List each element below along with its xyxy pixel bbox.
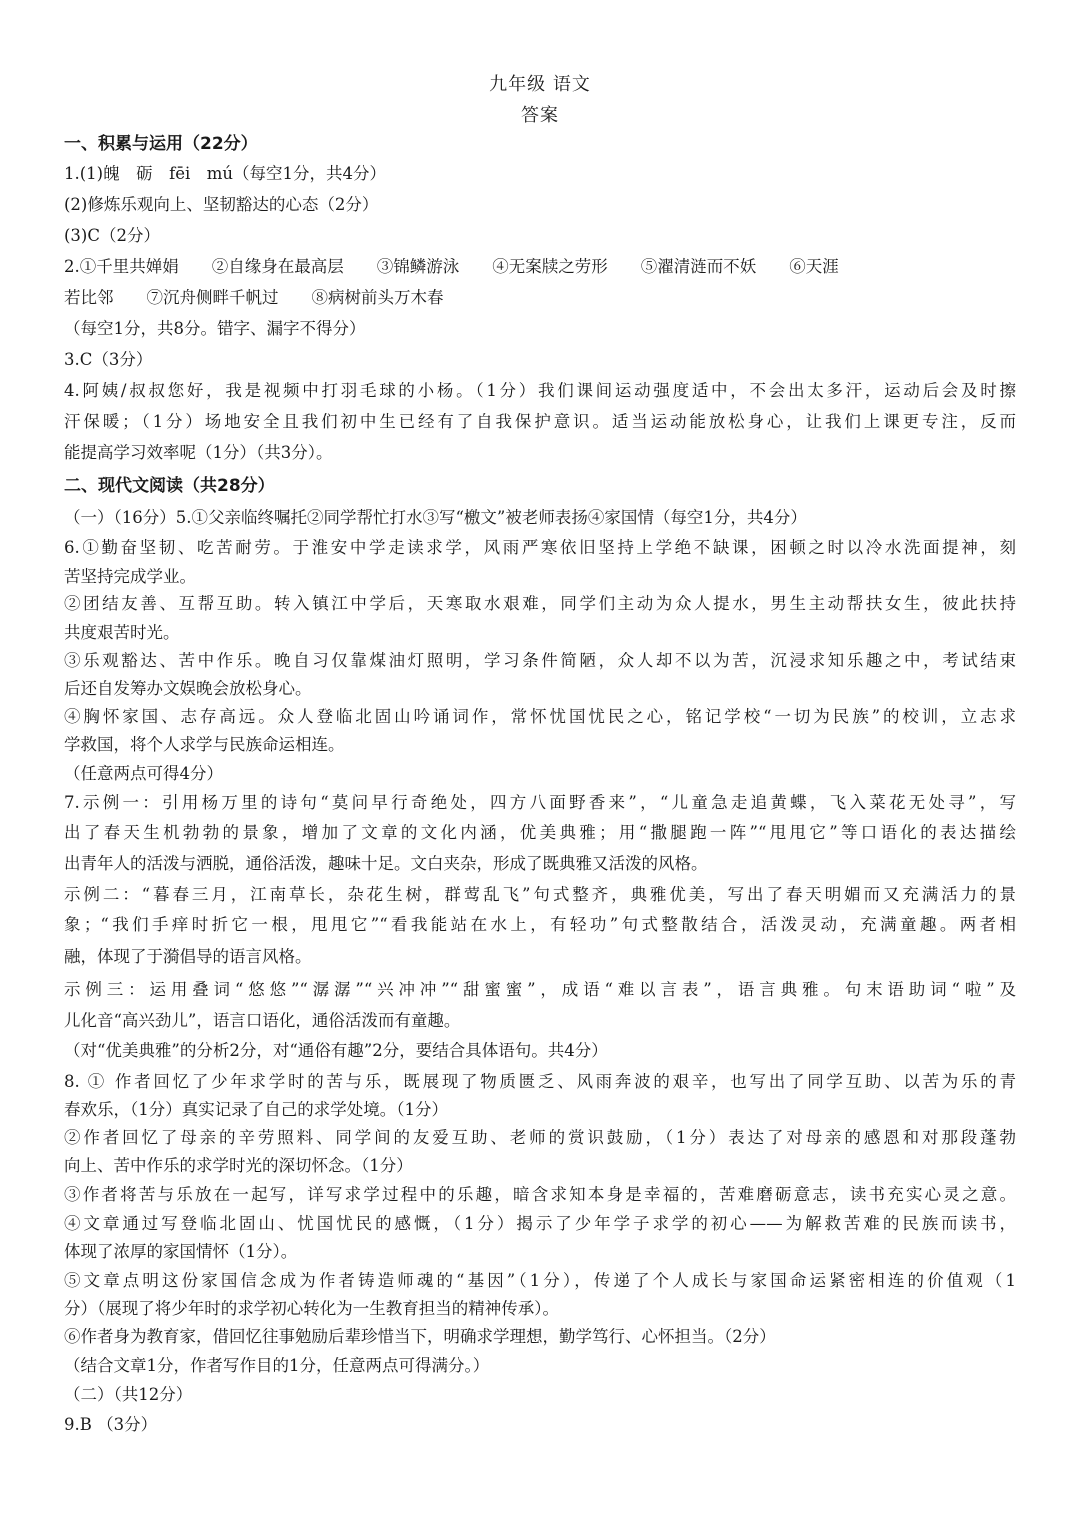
answer-line: 4.阿姨/叔叔您好，我是视频中打羽毛球的小杨。（1分）我们课间运动强度适中，不会出太多汗，运动后会及时擦 <box>64 381 1016 400</box>
answer-line: 出了春天生机勃勃的景象，增加了文章的文化内涵，优美典雅；用“撒腿跑一阵”“甩甩它”等口语化的表达描绘 <box>64 823 1016 842</box>
answer-line: 2.①千里共婵娟 ②自缘身在最高层 ③锦鳞游泳 ④无案牍之劳形 ⑤濯清涟而不妖 ⑥天涯 <box>64 257 839 276</box>
answer-line: 能提高学习效率呢（1分）（共3分）。 <box>64 443 333 462</box>
answer-line: 3.C（3分） <box>64 350 153 369</box>
answer-line: ④文章通过写登临北固山、忧国忧民的感慨，（1分）揭示了少年学子求学的初心——为解救苦难的民族而读书， <box>64 1214 1016 1233</box>
answer-line: 向上、苦中作乐的求学时光的深切怀念。（1分） <box>64 1156 413 1175</box>
answer-line: （每空1分，共8分。错字、漏字不得分） <box>64 319 366 338</box>
answer-line: (2)修炼乐观向上、坚韧豁达的心态（2分） <box>64 195 379 214</box>
answer-line: 体现了浓厚的家国情怀（1分）。 <box>64 1242 298 1261</box>
answer-line: ④胸怀家国、志存高远。众人登临北固山吟诵词作，常怀忧国忧民之心，铭记学校“一切为民族”的校训，立志求 <box>64 707 1016 726</box>
answer-line: 共度艰苦时光。 <box>64 623 180 642</box>
answer-line: ③乐观豁达、苦中作乐。晚自习仅靠煤油灯照明，学习条件简陋，众人却不以为苦，沉浸求知乐趣之中，考试结束 <box>64 651 1016 670</box>
answer-line: 学救国，将个人求学与民族命运相连。 <box>64 735 345 754</box>
answer-line: 示例二：“暮春三月，江南草长，杂花生树，群莺乱飞”句式整齐，典雅优美，写出了春天明媚而又充满活力的景 <box>64 885 1016 904</box>
answer-line: 儿化音“高兴劲儿”，语言口语化，通俗活泼而有童趣。 <box>64 1011 461 1030</box>
page-subtitle: 答案 <box>521 105 559 126</box>
answer-line: （任意两点可得4分） <box>64 764 223 783</box>
answer-line: ②作者回忆了母亲的辛劳照料、同学间的友爱互助、老师的赏识鼓励，（1分）表达了对母亲的感恩和对那段蓬勃 <box>64 1128 1016 1147</box>
answer-line: 春欢乐，（1分）真实记录了自己的求学处境。（1分） <box>64 1100 448 1119</box>
answer-line: ②团结友善、互帮互助。转入镇江中学后，天寒取水艰难，同学们主动为众人提水，男生主动帮扶女生，彼此扶持 <box>64 594 1016 613</box>
answer-line: 若比邻 ⑦沉舟侧畔千帆过 ⑧病树前头万木春 <box>64 288 444 307</box>
answer-line: 分）（展现了将少年时的求学初心转化为一生教育担当的精神传承）。 <box>64 1299 559 1318</box>
answer-line: 象；“我们手痒时折它一根，甩甩它”“看我能站在水上，有轻功”句式整散结合，活泼灵动，充满童趣。两者相 <box>64 915 1016 934</box>
section-heading-1: 一、积累与运用（22分） <box>64 134 258 154</box>
answer-line: （一）（16分）5.①父亲临终嘱托②同学帮忙打水③写“檄文”被老师表扬④家国情（每空1分，共4分） <box>64 508 807 527</box>
answer-line: （结合文章1分，作者写作目的1分，任意两点可得满分。） <box>64 1356 490 1375</box>
answer-line: 1.(1)魄 砺 fēi mú（每空1分，共4分） <box>64 164 387 183</box>
answer-line: ⑥作者身为教育家，借回忆往事勉励后辈珍惜当下，明确求学理想，勤学笃行、心怀担当。（2分） <box>64 1327 776 1346</box>
answer-line: (3)C（2分） <box>64 226 160 245</box>
answer-line: 7.示例一：引用杨万里的诗句“莫问早行奇绝处，四方八面野香来”，“儿童急走追黄蝶，飞入菜花无处寻”，写 <box>64 793 1016 812</box>
answer-line: ③作者将苦与乐放在一起写，详写求学过程中的乐趣，暗含求知本身是幸福的，苦难磨砺意志，读书充实心灵之意。 <box>64 1185 1016 1204</box>
page-title: 九年级 语文 <box>489 74 591 95</box>
answer-line: 苦坚持完成学业。 <box>64 567 196 586</box>
answer-line: 8. ① 作者回忆了少年求学时的苦与乐，既展现了物质匮乏、风雨奔波的艰辛，也写出了同学互助、以苦为乐的青 <box>64 1072 1016 1091</box>
answer-line: 融，体现了于漪倡导的语言风格。 <box>64 947 312 966</box>
answer-line: 示例三：运用叠词“悠悠”“潺潺”“兴冲冲”“甜蜜蜜”，成语“难以言表”，语言典雅。句末语助词“啦”及 <box>64 980 1016 999</box>
answer-line: （对“优美典雅”的分析2分，对“通俗有趣”2分，要结合具体语句。共4分） <box>64 1041 608 1060</box>
answer-line: 9.B （3分） <box>64 1415 158 1434</box>
answer-line: 出青年人的活泼与洒脱，通俗活泼，趣味十足。文白夹杂，形成了既典雅又活泼的风格。 <box>64 854 708 873</box>
answer-line: 后还自发筹办文娱晚会放松身心。 <box>64 679 312 698</box>
answer-line: ⑤文章点明这份家国信念成为作者铸造师魂的“基因”（1分），传递了个人成长与家国命运紧密相连的价值观（1 <box>64 1271 1016 1290</box>
answer-line: 6.①勤奋坚韧、吃苦耐劳。于淮安中学走读求学，风雨严寒依旧坚持上学绝不缺课，困顿之时以冷水洗面提神，刻 <box>64 538 1016 557</box>
answer-line: 汗保暖；（1分）场地安全且我们初中生已经有了自我保护意识。适当运动能放松身心，让我们上课更专注，反而 <box>64 412 1016 431</box>
answer-line: （二）（共12分） <box>64 1385 193 1404</box>
section-heading-2: 二、现代文阅读（共28分） <box>64 476 275 496</box>
